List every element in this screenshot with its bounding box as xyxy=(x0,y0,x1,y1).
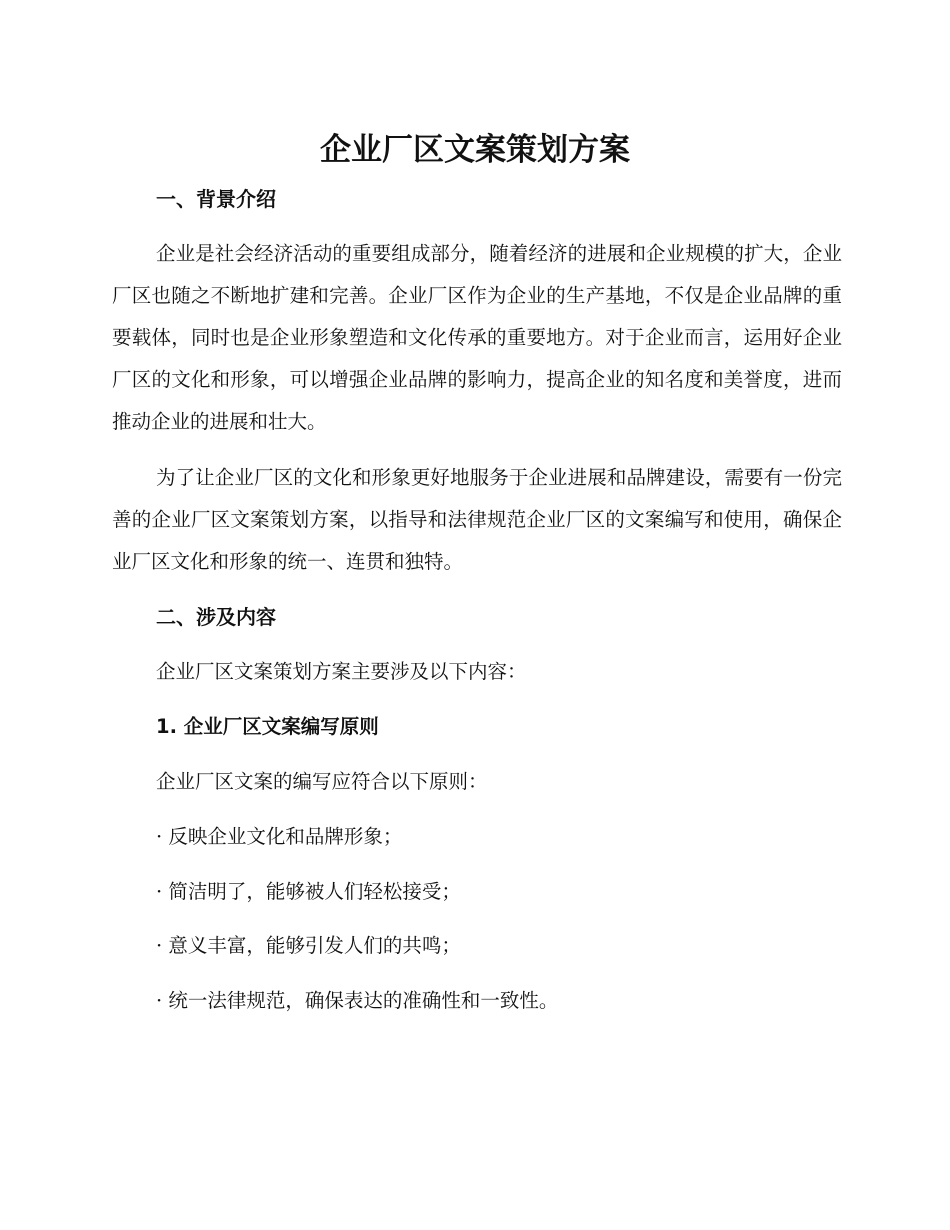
principle-item: · 反映企业文化和品牌形象； xyxy=(156,825,403,848)
document-title: 企业厂区文案策划方案 xyxy=(320,132,630,168)
principle-item: · 简洁明了，能够被人们轻松接受； xyxy=(156,880,461,903)
principle-item: · 意义丰富，能够引发人们的共鸣； xyxy=(156,934,461,957)
background-paragraph-1: 企业是社会经济活动的重要组成部分，随着经济的进展和企业规模的扩大，企业厂区也随之不断地扩建和完善。企业厂区作为企业的生产基地，不仅是企业品牌的重要载体，同时也是企业形象塑造和文化传承的重要地方。对于企业而言，运用好企业厂区的文化和形象，可以增强企业品牌的影响力，提高企业的知名度和美誉度，进而推动企业的进展和壮大。 xyxy=(112,242,842,433)
section-heading-background: 一、背景介绍 xyxy=(156,187,276,211)
content-intro: 企业厂区文案策划方案主要涉及以下内容： xyxy=(156,660,527,683)
section-heading-content: 二、涉及内容 xyxy=(156,605,276,629)
subsection-heading-principles: 1. 企业厂区文案编写原则 xyxy=(156,715,379,738)
principle-item: · 统一法律规范，确保表达的准确性和一致性。 xyxy=(156,989,559,1012)
principles-intro: 企业厂区文案的编写应符合以下原则： xyxy=(156,770,488,793)
background-paragraph-2: 为了让企业厂区的文化和形象更好地服务于企业进展和品牌建设，需要有一份完善的企业厂区文案策划方案，以指导和法律规范企业厂区的文案编写和使用，确保企业厂区文化和形象的统一、连贯和独特。 xyxy=(112,466,842,573)
